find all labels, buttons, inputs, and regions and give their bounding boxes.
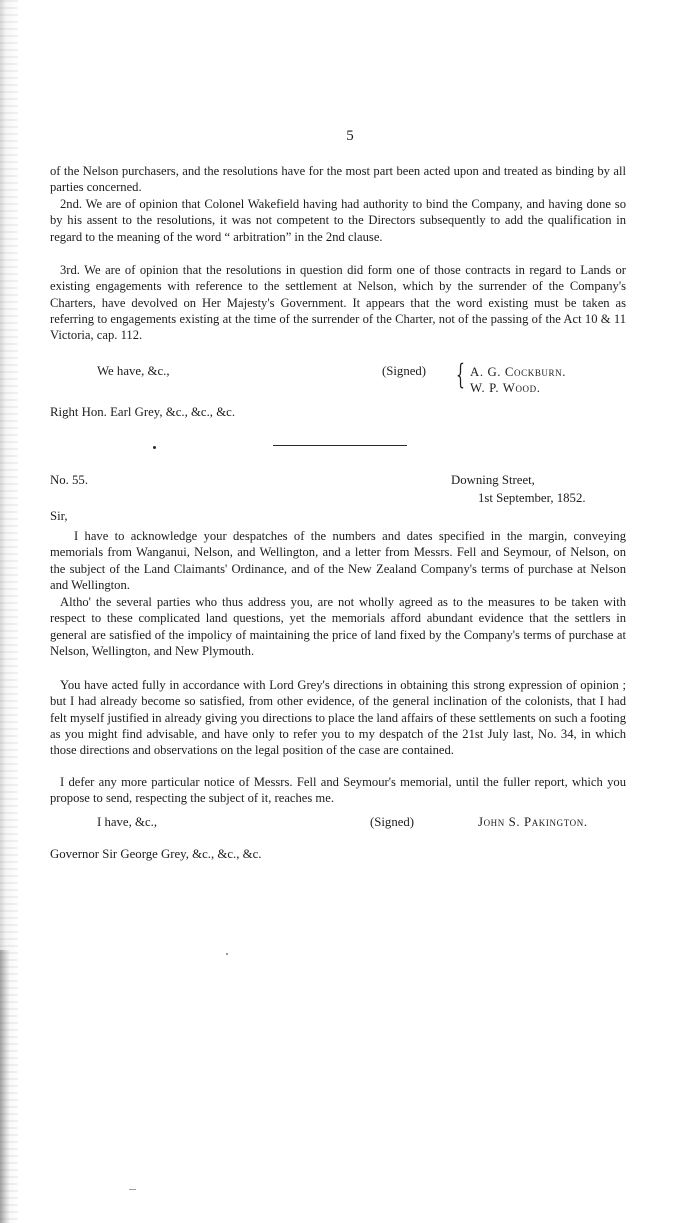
despatch-date: 1st September, 1852.	[478, 491, 586, 505]
section-divider	[273, 445, 407, 446]
addressee-george-grey: Governor Sir George Grey, &c., &c., &c.	[50, 847, 262, 861]
ink-speck-3	[129, 1189, 136, 1190]
paragraph-acted: You have acted fully in accordance with Lord Grey's directions in obtaining this strong expression of opinion ; but I had already become so satisfied, from other evidence, of the general inclination of the colonists, that I had felt myself justified in already giving you directions to place the land affairs of these settlements on such a footing as you might find advisable, and have only to refer you to my despatch of the 21st July last, No. 34, in which those directions and observations on the legal position of the case are contained.	[50, 678, 626, 758]
signatory-pakington: John S. Pakington.	[478, 815, 588, 829]
closing-i-have: I have, &c.,	[97, 815, 158, 829]
addressee-earl-grey: Right Hon. Earl Grey, &c., &c., &c.	[50, 405, 236, 419]
despatch-number: No. 55.	[50, 473, 89, 487]
paragraph-acknowledge: I have to acknowledge your despatches of the numbers and dates specified in the margin, conveying memorials from Wanganui, Nelson, and Wellington, and a letter from Messrs. Fell and Seymour, of Nelson, on the subject of the Land Claimants' Ordinance, and of the New Zealand Company's terms of purchase at Nelson and Wellington.	[50, 529, 626, 592]
salutation: Sir,	[50, 509, 68, 523]
signatory-brace: {	[456, 358, 465, 391]
ink-speck-2	[226, 953, 228, 955]
paragraph-altho: Altho' the several parties who thus address you, are not wholly agreed as to the measures to be taken with respect to these complicated land questions, yet the memorials afford abundant evidence that the settlers in general are satisfied of the impolicy of maintaining the price of land fixed by the Company's terms of purchase at Nelson, Wellington, and New Plymouth.	[50, 595, 626, 658]
closing-we-have: We have, &c.,	[97, 364, 170, 378]
signed-label: (Signed)	[382, 364, 427, 378]
paragraph-continuation: of the Nelson purchasers, and the resolutions have for the most part been acted upon and treated as binding by all parties concerned.	[50, 164, 626, 195]
signatory-wood: W. P. Wood.	[470, 381, 541, 395]
ink-speck	[153, 446, 156, 449]
signatory-cockburn: A. G. Cockburn.	[470, 365, 567, 379]
paragraph-defer: I defer any more particular notice of Messrs. Fell and Seymour's memorial, until the fuller report, which you propose to send, respecting the subject of it, reaches me.	[50, 775, 626, 806]
despatch-location: Downing Street,	[451, 473, 535, 487]
signed-label-2: (Signed)	[370, 815, 415, 829]
paragraph-2nd: 2nd. We are of opinion that Colonel Wakefield having had authority to bind the Company, and having done so by his assent to the resolutions, it was not competent to the Directors subsequently to add the qualification in regard to the meaning of the word “ arbitration” in the 2nd clause.	[50, 197, 626, 244]
page-number: 5	[346, 128, 354, 144]
scan-edge-shadow	[0, 950, 10, 1223]
paragraph-3rd: 3rd. We are of opinion that the resolutions in question did form one of those contracts in regard to Lands or existing engagements with reference to the settlement at Nelson, which by the surrender of the Company's Charters, have devolved on Her Majesty's Government. It appears that the word existing must be taken as referring to engagements existing at the time of the surrender of the Charter, not of the passing of the Act 10 & 11 Victoria, cap. 112.	[50, 263, 626, 343]
